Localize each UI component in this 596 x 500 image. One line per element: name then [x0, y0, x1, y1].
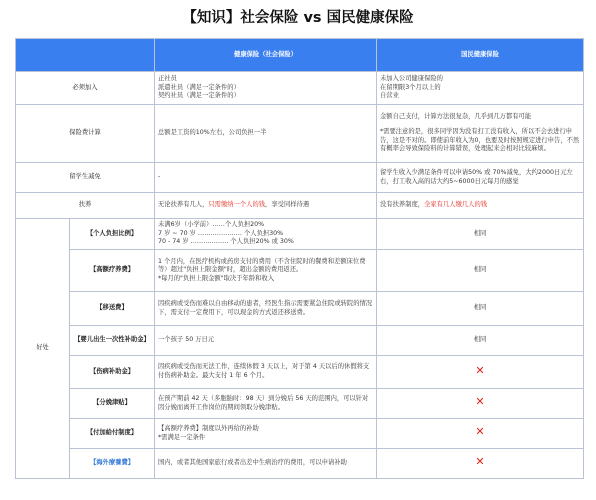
benefit-sickness-national-cell: [377, 356, 584, 389]
benefit-birth-national: 相同: [377, 326, 584, 356]
dependents-national-highlight: 全家有几人缴几人的钱: [424, 201, 488, 209]
student-national-cell: 留学生收入少满足条件可以申请50% 或 70%减免，大约2000日元左右，打工收入高的话大约5~6000日元每月的感觉: [377, 163, 584, 193]
row-label-join: 必须加入: [16, 72, 155, 105]
table-row: [16, 219, 584, 250]
student-social-cell: -: [155, 163, 377, 193]
table-row: [16, 250, 584, 292]
premium-social-cell: 总额是工资的10%左右，公司负担一半: [155, 105, 377, 163]
benefit-transport-national: 相同: [377, 292, 584, 326]
row-label-dependents: 扶养: [16, 193, 155, 219]
table-row: [16, 72, 584, 105]
header-blank-cell: [16, 39, 155, 72]
row-label-premium: 保险费计算: [16, 105, 155, 163]
benefit-line: *每月的"负担上限金额"取决于年龄和收入: [158, 274, 274, 282]
benefit-label-high-cost: 【高额疗养费】: [70, 250, 155, 292]
benefit-line: 未满6岁（小学前）……个人负担20%: [158, 221, 265, 229]
benefit-copay-national: 相同: [377, 219, 584, 250]
benefit-overseas-national-cell: [377, 449, 584, 479]
cross-mark-icon: ✕: [475, 363, 485, 377]
page-title: 【知识】社会保险 vs 国民健康保险: [182, 10, 414, 26]
table-row: [16, 292, 584, 326]
benefit-line: 70 - 74 岁 ……………… 个人负担20% 或 30%: [158, 238, 294, 246]
row-label-benefits: 好处: [16, 219, 70, 479]
benefit-additional-national-cell: [377, 419, 584, 449]
benefit-line: 1 个月内，在医疗机构或药房支付的费用（不含住院时的餐费和差额床位费等）超过"负担上限金额"时，超出金额的费用返还。: [158, 257, 366, 274]
cross-mark-icon: ✕: [475, 395, 485, 409]
benefit-line: *需满足一定条件: [158, 433, 206, 441]
table-row: [16, 449, 584, 479]
table-row: [16, 419, 584, 449]
premium-national-note: *需要注意的是，很多同学因为没有打工没有收入，所以不会去进行申告，这是不对的。即使前年收入为0，也要及时按照规定进行申告，不然有概率会导致保险料的计算错误，处理起来会相对比较麻烦。: [380, 127, 580, 153]
table-row: [16, 163, 584, 193]
dependents-social-highlight: 只需缴纳一个人的钱: [208, 201, 266, 209]
dependents-national-cell: [377, 193, 584, 219]
benefit-high-cost-national: 相同: [377, 250, 584, 292]
benefit-label-transport: 【移送费】: [70, 292, 155, 326]
table-row: [16, 326, 584, 356]
header-national-insurance: 国民健康保险: [377, 39, 584, 72]
cross-mark-icon: ✕: [475, 425, 485, 439]
table-row: [16, 193, 584, 219]
benefit-label-maternity: 【分娩津贴】: [70, 389, 155, 419]
premium-national-cell: [377, 105, 584, 163]
benefit-transport-social-cell: 因疾病或受伤而难以自由移动的患者，经医生指示需要紧急住院或转院的情况下，需支付一定费用下，可以现金的方式返还移送费。: [155, 292, 377, 326]
join-social-line: 契约社员（满足一定条件的）: [158, 92, 240, 100]
benefit-label-copay: 【个人负担比例】: [70, 219, 155, 250]
join-social-line: 正社员: [158, 75, 177, 83]
table-row: [16, 389, 584, 419]
dependents-social-cell: [155, 193, 377, 219]
join-national-line: 自营业: [380, 92, 399, 100]
benefit-high-cost-social-cell: [155, 250, 377, 292]
join-social-cell: [155, 72, 377, 105]
dependents-social-text: 无论扶养有几人，: [158, 201, 209, 209]
benefit-maternity-national-cell: [377, 389, 584, 419]
benefit-label-overseas: 【海外療養費】: [70, 449, 155, 479]
benefit-overseas-social-cell: 国内，或者其他国家旅行或者出差中生病治疗的费用，可以申请补助: [155, 449, 377, 479]
dependents-social-text-end: ，享受同样待遇: [265, 201, 310, 209]
benefit-birth-social-cell: 一个孩子 50 万日元: [155, 326, 377, 356]
join-national-line: 未加入公司健康保险的: [380, 75, 443, 83]
join-national-line: 在留期限3个月以上的: [380, 83, 441, 91]
benefit-label-additional: 【付加給付制度】: [70, 419, 155, 449]
table-header-row: [16, 39, 584, 72]
benefit-label-sickness: 【伤病补助金】: [70, 356, 155, 389]
join-social-line: 派遣社员（满足一定条件的）: [158, 83, 240, 91]
join-national-cell: [377, 72, 584, 105]
table-row: [16, 356, 584, 389]
benefit-label-birth: 【婴儿出生一次性补助金】: [70, 326, 155, 356]
benefit-line: 7 岁 ~ 70 岁 ………………… 个人负担30%: [158, 229, 284, 237]
benefit-line: 【高额疗养费】制度以外再给的补助: [158, 424, 259, 432]
cross-mark-icon: ✕: [475, 455, 485, 469]
benefit-maternity-social-cell: 在预产期前 42 天（多胞胎时：98 天）到分娩后 56 天的范围内，可以针对因分娩而离开工作岗位的期间领取分娩津贴。: [155, 389, 377, 419]
header-social-insurance: 健康保险（社会保险）: [155, 39, 377, 72]
benefit-sickness-social-cell: 因疾病或受伤而无法工作，连续休假 3 天以上，对于第 4 天以后的休假将支付伤病补助金。最大支付 1 年 6 个月。: [155, 356, 377, 389]
row-label-student: 留学生减免: [16, 163, 155, 193]
dependents-national-text: 没有扶养制度，: [380, 201, 425, 209]
premium-national-line: 金额自己支付，计算方法很复杂，几乎到几万都有可能: [380, 113, 532, 121]
benefit-copay-social-cell: [155, 219, 377, 250]
benefit-additional-social-cell: [155, 419, 377, 449]
table-row: [16, 105, 584, 163]
comparison-table: [15, 38, 584, 479]
